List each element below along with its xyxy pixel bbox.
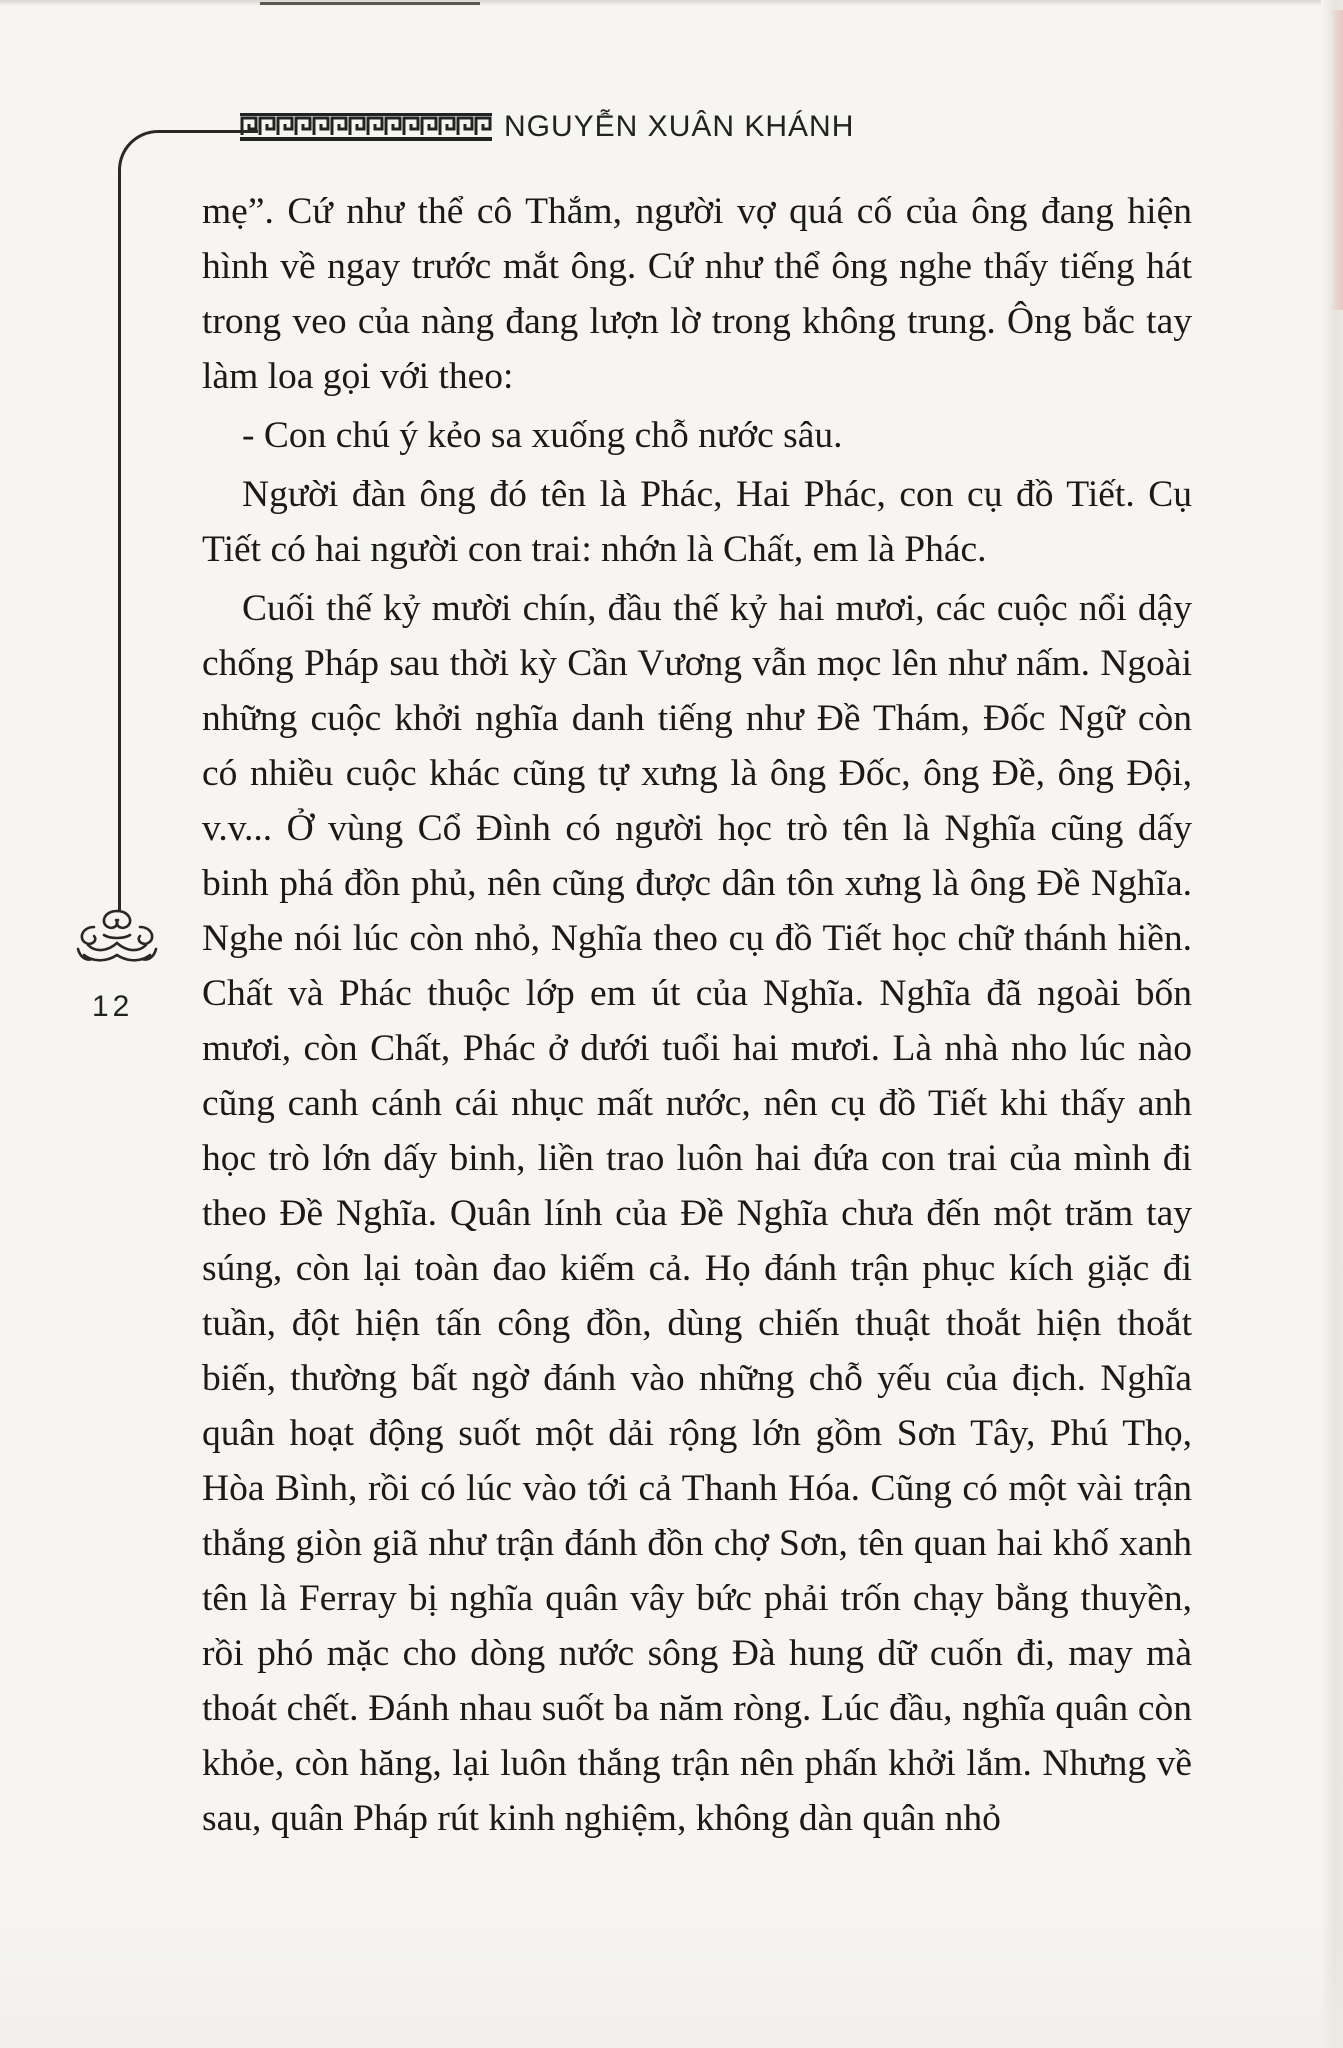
page-number: 12 xyxy=(92,990,134,1023)
paragraph: mẹ”. Cứ như thể cô Thắm, người vợ quá cố của ông đang hiện hình về ngay trước mắt ông. Cứ như thể ông nghe thấy tiếng hát trong veo của nàng đang lượn lờ trong không trung. Ông bắc tay làm loa gọi với theo: xyxy=(202,191,1192,397)
paragraph: - Con chú ý kẻo sa xuống chỗ nước sâu. xyxy=(242,415,843,456)
paragraph: Người đàn ông đó tên là Phác, Hai Phác, con cụ đồ Tiết. Cụ Tiết có hai người con trai: nhớn là Chất, em là Phác. xyxy=(202,474,1192,570)
paragraph: Cuối thế kỷ mười chín, đầu thế kỷ hai mươi, các cuộc nổi dậy chống Pháp sau thời kỳ Cần Vương vẫn mọc lên như nấm. Ngoài những cuộc khởi nghĩa danh tiếng như Đề Thám, Đốc Ngữ còn có nhiều cuộc khác cũng tự xưng là ông Đốc, ông Đề, ông Đội, v.v... Ở vùng Cổ Đình có người học trò tên là Nghĩa cũng dấy binh phá đồn phủ, nên cũng được dân tôn xưng là ông Đề Nghĩa. Nghe nói lúc còn nhỏ, Nghĩa theo cụ đồ Tiết học chữ thánh hiền. Chất và Phác thuộc lớp em út của Nghĩa. Nghĩa đã ngoài bốn mươi, còn Chất, Phác ở dưới tuổi hai mươi. Là nhà nho lúc nào cũng canh cánh cái nhục mất nước, nên cụ đồ Tiết khi thấy anh học trò lớn dấy binh, liền trao luôn hai đứa con trai của mình đi theo Đề Nghĩa. Quân lính của Đề Nghĩa chưa đến một trăm tay súng, còn lại toàn đao kiếm cả. Họ đánh trận phục kích giặc đi tuần, đột hiện tấn công đồn, dùng chiến thuật thoắt hiện thoắt biến, thường bất ngờ đánh vào những chỗ yếu của địch. Nghĩa quân hoạt động suốt một dải rộng lớn gồm Sơn Tây, Phú Thọ, Hòa Bình, rồi có lúc vào tới cả Thanh Hóa. Cũng có một vài trận thắng giòn giã như trận đánh đồn chợ Sơn, tên quan hai khố xanh tên là Ferray bị nghĩa quân vây bức phải trốn chạy bằng thuyền, rồi phó mặc cho dòng nước sông Đà hung dữ cuốn đi, may mà thoát chết. Đánh nhau suốt ba năm ròng. Lúc đầu, nghĩa quân còn khỏe, còn hăng, lại luôn thắng trận nên phấn khởi lắm. Nhưng về sau, quân Pháp rút kinh nghiệm, không dàn quân nhỏ xyxy=(202,588,1192,1839)
page-bottom-shade xyxy=(0,1920,1343,2048)
page-top-edge xyxy=(0,0,1343,6)
page-top-shadow xyxy=(260,2,480,5)
body-text xyxy=(202,184,1192,1850)
cloud-scroll-ornament-icon xyxy=(74,905,160,967)
book-cover-edge xyxy=(1331,10,1343,310)
greek-key-border-icon xyxy=(240,113,492,141)
author-name: NGUYỄN XUÂN KHÁNH xyxy=(504,110,855,143)
running-header xyxy=(240,112,854,142)
